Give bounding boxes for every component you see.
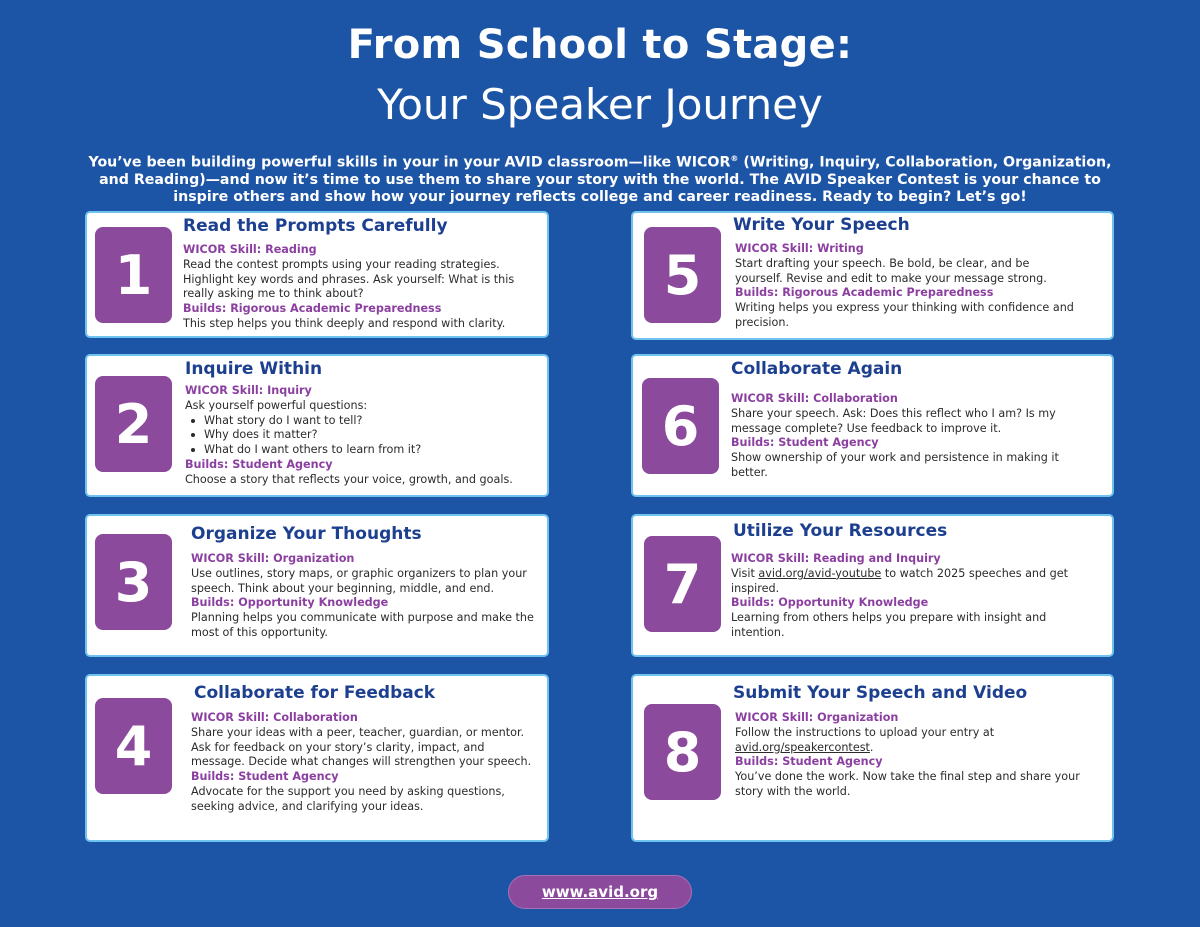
step-title: Write Your Speech [733, 215, 910, 235]
step-number-badge: 5 [644, 227, 721, 323]
step-title: Submit Your Speech and Video [733, 683, 1028, 703]
step-card-4 [85, 674, 549, 842]
step-text-b: to watch 2025 speeches and get inspired. [731, 566, 1069, 595]
builds-label: Builds: Rigorous Academic Preparedness [735, 286, 994, 300]
step-outcome: Choose a story that reflects your voice, growth, and goals. [185, 472, 513, 486]
step-text-a: Follow the instructions to upload your entry at [735, 725, 995, 739]
page-title: From School to Stage: [347, 22, 853, 68]
step-number-badge: 3 [95, 534, 172, 630]
step-body [735, 711, 1080, 800]
step-card-8 [631, 674, 1114, 842]
step-card-6 [631, 354, 1114, 497]
builds-label: Builds: Student Agency [191, 770, 339, 784]
speaker-contest-link[interactable]: avid.org/speakercontest [735, 740, 870, 754]
wicor-skill: WICOR Skill: Organization [191, 552, 355, 565]
wicor-skill: WICOR Skill: Organization [735, 711, 899, 724]
step-body [191, 711, 536, 815]
step-outcome: Writing helps you express your thinking with confidence and precision. [735, 301, 1074, 329]
step-text: Ask yourself powerful questions: [185, 398, 368, 412]
step-number-badge: 8 [644, 704, 721, 800]
list-item: What story do I want to tell? [191, 414, 535, 429]
step-outcome: Advocate for the support you need by asking questions, seeking advice, and clarifying your ideas. [191, 784, 505, 813]
step-text-a: Visit [731, 566, 759, 580]
step-text: Use outlines, story maps, or graphic organizers to plan your speech. Think about your beginning, middle, and end. [191, 566, 527, 595]
wicor-skill: WICOR Skill: Reading [183, 243, 317, 256]
step-outcome: Learning from others helps you prepare with insight and intention. [731, 611, 1047, 639]
step-body [731, 552, 1071, 641]
registered-mark: ® [730, 154, 739, 163]
step-text: Share your speech. Ask: Does this reflect who I am? Is my message complete? Use feedback to improve it. [731, 406, 1056, 435]
step-title: Organize Your Thoughts [191, 524, 422, 544]
step-number-badge: 1 [95, 227, 172, 323]
intro-paragraph [75, 150, 1125, 206]
step-text [731, 567, 1071, 597]
builds-label: Builds: Student Agency [731, 436, 879, 450]
step-text-b: . [869, 740, 874, 754]
step-card-7 [631, 514, 1114, 657]
step-card-3 [85, 514, 549, 657]
wicor-skill: WICOR Skill: Collaboration [731, 392, 898, 405]
builds-label: Builds: Student Agency [735, 755, 883, 769]
step-text: Share your ideas with a peer, teacher, guardian, or mentor. Ask for feedback on your story’s clarity, impact, and message. Decide what changes will strengthen your speech. [191, 725, 532, 769]
step-title: Inquire Within [185, 359, 323, 379]
step-outcome: You’ve done the work. Now take the final step and share your story with the world. [735, 770, 1080, 798]
step-card-2 [85, 354, 549, 497]
step-title: Collaborate Again [731, 359, 903, 379]
step-body [735, 242, 1075, 331]
wicor-skill: WICOR Skill: Reading and Inquiry [731, 552, 941, 565]
wicor-skill: WICOR Skill: Inquiry [185, 384, 312, 397]
list-item: Why does it matter? [191, 428, 535, 443]
list-item: What do I want others to learn from it? [191, 443, 535, 458]
wicor-skill: WICOR Skill: Collaboration [191, 711, 358, 724]
question-list [185, 414, 535, 458]
step-number-badge: 6 [642, 378, 719, 474]
page-subtitle: Your Speaker Journey [377, 80, 823, 129]
builds-label: Builds: Rigorous Academic Preparedness [183, 302, 442, 316]
step-outcome: Planning helps you communicate with purpose and make the most of this opportunity. [191, 611, 534, 639]
builds-label: Builds: Opportunity Knowledge [191, 596, 389, 610]
step-card-1 [85, 211, 549, 338]
builds-label: Builds: Opportunity Knowledge [731, 596, 929, 610]
step-number-badge: 2 [95, 376, 172, 472]
avid-youtube-link[interactable]: avid.org/avid-youtube [758, 566, 882, 580]
avid-website-button[interactable]: www.avid.org [508, 875, 692, 909]
step-text [735, 726, 1080, 756]
step-title: Utilize Your Resources [733, 521, 948, 541]
step-body [191, 552, 536, 641]
step-number-badge: 4 [95, 698, 172, 794]
step-body [185, 384, 535, 488]
step-card-5 [631, 211, 1114, 340]
step-body [183, 243, 533, 332]
wicor-skill: WICOR Skill: Writing [735, 242, 864, 255]
step-title: Collaborate for Feedback [194, 683, 436, 703]
step-outcome: Show ownership of your work and persistence in making it better. [731, 451, 1059, 479]
step-number-badge: 7 [644, 536, 721, 632]
builds-label: Builds: Student Agency [185, 457, 333, 471]
step-outcome: This step helps you think deeply and respond with clarity. [183, 316, 506, 330]
step-title: Read the Prompts Carefully [183, 216, 448, 236]
step-text: Start drafting your speech. Be bold, be clear, and be yourself. Revise and edit to make your message strong. [735, 256, 1047, 285]
intro-text-a: You’ve been building powerful skills in your in your AVID classroom—like WICOR [88, 154, 731, 171]
intro-text-b: (Writing, Inquiry, Collaboration, Organization, and Reading)—and now it’s time to use them to share your story with the world. The AVID Speaker Contest is your chance to inspire others and show how your journey reflects college and career readiness. Ready to begin? Let’s go! [99, 154, 1112, 205]
step-body [731, 392, 1071, 481]
step-text: Read the contest prompts using your reading strategies. Highlight key words and phrases. Ask yourself: What is this really asking me to think about? [183, 257, 515, 301]
